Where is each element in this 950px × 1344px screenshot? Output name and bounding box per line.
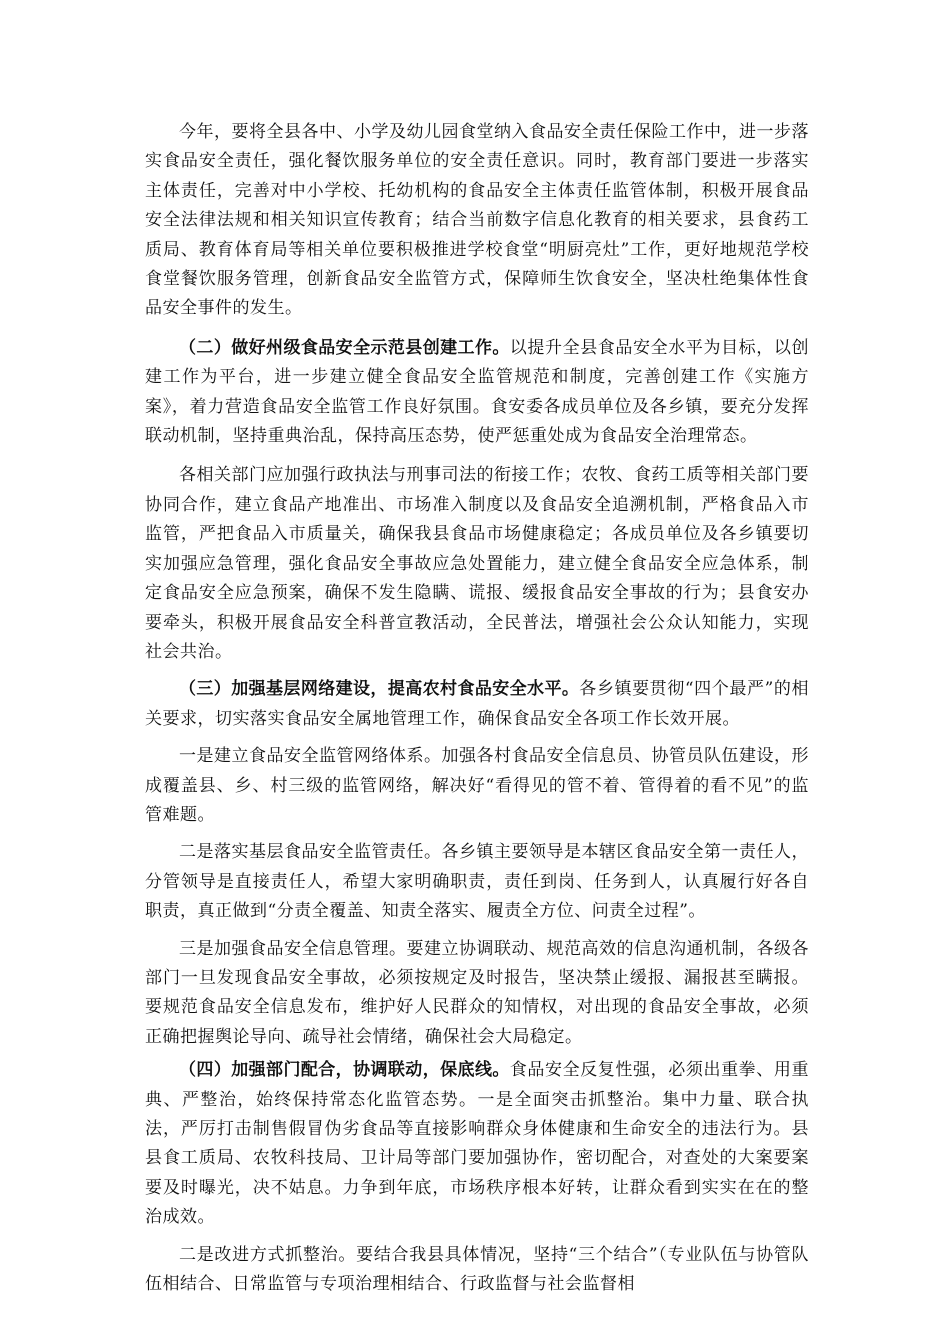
paragraph-7 (145, 935, 809, 1053)
section-heading-3: （三）加强基层网络建设，提高农村食品安全水平。 (179, 679, 580, 700)
paragraph-text: 二是落实基层食品安全监管责任。各乡镇主要领导是本辖区食品安全第一责任人，分管领导是直接责任人，希望大家明确职责，责任到岗、任务到人，认真履行好各自职责，真正做到“分责全覆盖、知责全落实、履责全方位、问责全过程”。 (145, 842, 809, 922)
paragraph-text: 各乡镇要贯彻“四个最严”的相关要求，切实落实食品安全属地管理工作，确保食品安全各项工作长效开展。 (145, 679, 809, 729)
paragraph-text: 各相关部门应加强行政执法与刑事司法的衔接工作；农牧、食药工质等相关部门要协同合作，建立食品产地准出、市场准入制度以及食品安全追溯机制，严格食品入市监管，严把食品入市质量关，确保我县食品市场健康稳定；各成员单位及各乡镇要切实加强应急管理，强化食品安全事故应急处置能力，建立健全食品安全应急体系，制定食品安全应急预案，确保不发生隐瞒、谎报、缓报食品安全事故的行为；县食安办要牵头，积极开展食品安全科普宣教活动，全民普法，增强社会公众认知能力，实现社会共治。 (145, 465, 809, 662)
paragraph-text: 二是改进方式抓整治。要结合我县具体情况，坚持“三个结合”（专业队伍与协管队伍相结合、日常监管与专项治理相结合、行政监督与社会监督相 (145, 1244, 809, 1295)
paragraph-text: 食品安全反复性强，必须出重拳、用重典、严整治，始终保持常态化监管态势。一是全面突击抓整治。集中力量、联合执法，严厉打击制售假冒伪劣食品等直接影响群众身体健康和生命安全的违法行为。县县食工质局、农牧科技局、卫计局等部门要加强协作，密切配合，对查处的大案要案要及时曝光，决不姑息。力争到年底，市场秩序根本好转，让群众看到实实在在的整治成效。 (145, 1060, 810, 1228)
paragraph-text: 以提升全县食品安全水平为目标，以创建工作为平台，进一步建立健全食品安全监管规范和制度，完善创建工作《实施方案》，着力营造食品安全监管工作良好氛围。食安委各成员单位及各乡镇，要充分发挥联动机制，坚持重典治乱，保持高压态势，使严惩重处成为食品安全治理常态。 (145, 337, 810, 447)
paragraph-3 (145, 461, 809, 667)
paragraph-2 (145, 334, 809, 452)
paragraph-4 (145, 675, 809, 734)
section-heading-4: （四）加强部门配合，协调联动，保底线。 (179, 1060, 510, 1081)
paragraph-1 (145, 118, 809, 324)
paragraph-text: 一是建立食品安全监管网络体系。加强各村食品安全信息员、协管员队伍建设，形成覆盖县、乡、村三级的监管网络，解决好“看得见的管不着、管得着的看不见”的监管难题。 (145, 746, 809, 825)
paragraph-6 (145, 838, 809, 926)
paragraph-5 (145, 742, 809, 830)
paragraph-9 (145, 1241, 809, 1300)
paragraph-text: 三是加强食品安全信息管理。要建立协调联动、规范高效的信息沟通机制，各级各部门一旦发现食品安全事故，必须按规定及时报告，坚决禁止缓报、漏报甚至瞒报。要规范食品安全信息发布，维护好人民群众的知情权，对出现的食品安全事故，必须正确把握舆论导向、疏导社会情绪，确保社会大局稳定。 (145, 938, 809, 1047)
section-heading-2: （二）做好州级食品安全示范县创建工作。 (179, 337, 510, 358)
document-page (145, 118, 809, 1299)
paragraph-8 (145, 1056, 809, 1232)
paragraph-text: 今年，要将全县各中、小学及幼儿园食堂纳入食品安全责任保险工作中，进一步落实食品安全责任，强化餐饮服务单位的安全责任意识。同时，教育部门要进一步落实主体责任，完善对中小学校、托幼机构的食品安全主体责任监管体制，积极开展食品安全法律法规和相关知识宣传教育；结合当前数字信息化教育的相关要求，县食药工质局、教育体育局等相关单位要积极推进学校食堂“明厨亮灶”工作，更好地规范学校食堂餐饮服务管理，创新食品安全监管方式，保障师生饮食安全，坚决杜绝集体性食品安全事件的发生。 (145, 122, 809, 319)
